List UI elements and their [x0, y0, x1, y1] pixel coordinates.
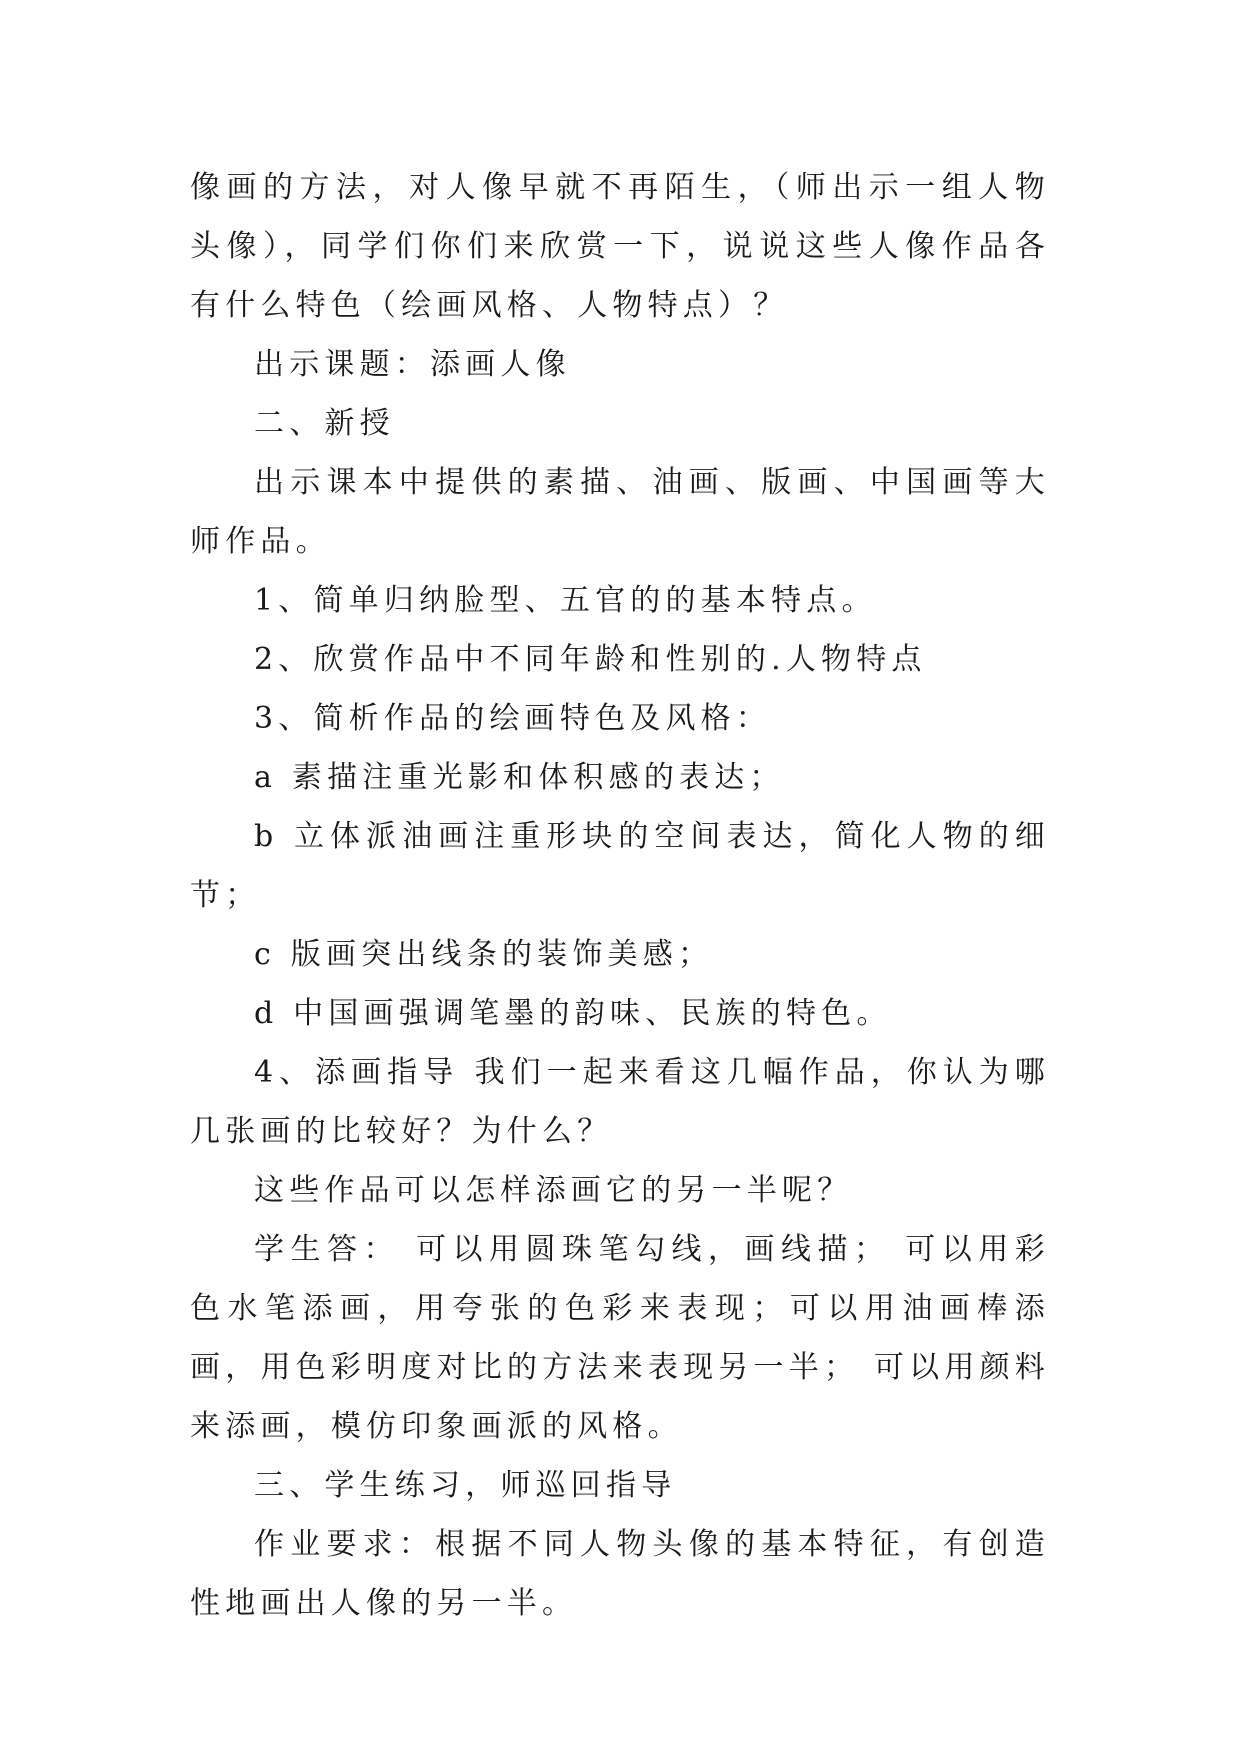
sub-list-item: a 素描注重光影和体积感的表达； — [254, 760, 785, 795]
paragraph: 这些作品可以怎样添画它的另一半呢？ — [254, 1173, 853, 1208]
lesson-title-line: 出示课题：添画人像 — [254, 347, 571, 382]
sub-list-item: b 立体派油画注重形块的空间表达，简化人物的细节； — [190, 819, 1050, 913]
sub-list-item: c 版画突出线条的装饰美感； — [254, 937, 714, 972]
section-heading-new-lesson: 二、新授 — [254, 406, 395, 441]
document-body — [190, 158, 1050, 1633]
paragraph: 出示课本中提供的素描、油画、版画、中国画等大师作品。 — [190, 465, 1050, 559]
list-item: 1、简单归纳脸型、五官的的基本特点。 — [254, 583, 877, 618]
paragraph: 作业要求：根据不同人物头像的基本特征，有创造性地画出人像的另一半。 — [190, 1527, 1050, 1621]
paragraph: 像画的方法，对人像早就不再陌生，（师出示一组人物头像），同学们你们来欣赏一下，说说这些人像作品各有什么特色（绘画风格、人物特点）？ — [190, 170, 1050, 323]
list-item: 2、欣赏作品中不同年龄和性别的.人物特点 — [254, 642, 927, 677]
sub-list-item: d 中国画强调笔墨的韵味、民族的特色。 — [254, 996, 892, 1031]
section-heading-practice: 三、学生练习，师巡回指导 — [254, 1468, 677, 1503]
list-item: 4、添画指导 我们一起来看这几幅作品，你认为哪几张画的比较好？为什么？ — [190, 1055, 1050, 1149]
list-item: 3、简析作品的绘画特色及风格： — [254, 701, 772, 736]
paragraph: 学生答： 可以用圆珠笔勾线，画线描； 可以用彩色水笔添画，用夸张的色彩来表现；可以用油画棒添画，用色彩明度对比的方法来表现另一半； 可以用颜料来添画，模仿印象画派的风格。 — [190, 1232, 1050, 1444]
